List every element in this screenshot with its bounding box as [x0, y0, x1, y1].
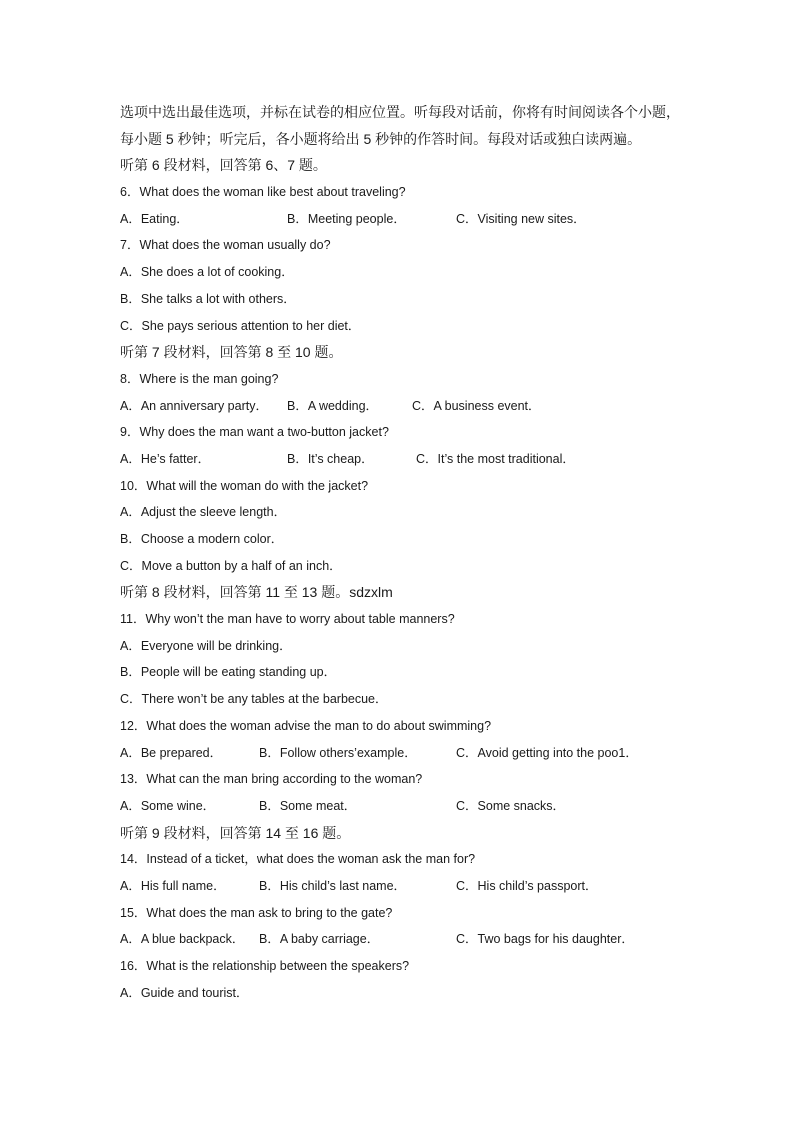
option-a: A．Some wine．: [120, 798, 216, 813]
option-c: C．His child’s passport．: [456, 878, 598, 893]
question-stem: 11．Why won’t the man have to worry about table manners?: [120, 612, 455, 627]
option-c: C．Move a button by a half of an inch．: [120, 558, 342, 573]
option-a: A．Eating．: [120, 211, 189, 226]
options-row: [120, 740, 680, 767]
question-stem: 13．What can the man bring according to the woman?: [120, 772, 423, 787]
option-a: A．Guide and tourist．: [120, 985, 249, 1000]
option-b: B．Follow others’example．: [259, 745, 417, 760]
option-c: C．Avoid getting into the poo1．: [456, 745, 638, 760]
option-c: C．Two bags for his daughter．: [456, 932, 634, 947]
option-b: B．Choose a modern color．: [120, 532, 284, 546]
option-a: A．He’s fatter．: [120, 451, 211, 466]
options-row: [120, 793, 680, 820]
question-stem: 16．What is the relationship between the speakers?: [120, 959, 410, 973]
instruction-line: 每小题 5 秒钟；听完后，各小题将给出 5 秒钟的作答时间。每段对话或独白读两遍。: [120, 130, 642, 147]
listening-section: [120, 99, 680, 1006]
option-b: B．It’s cheap．: [287, 451, 374, 466]
question-stem: 8．Where is the man going?: [120, 371, 279, 386]
option-b: B．A wedding．: [287, 398, 379, 413]
option-a: A．An anniversary party．: [120, 398, 268, 413]
option-a: A．Everyone will be drinking．: [120, 638, 292, 653]
section-heading: 听第 6 段材料，回答第 6、7 题。: [120, 157, 327, 174]
instruction-line: 选项中选出最佳选项，并标在试卷的相应位置。听每段对话前，你将有时间阅读各个小题，: [120, 104, 680, 120]
options-row: [120, 206, 680, 233]
option-c: C．A business event．: [412, 398, 541, 413]
option-a: A．Be prepared．: [120, 745, 223, 760]
option-a: A．She does a lot of cooking．: [120, 265, 294, 280]
options-row: [120, 446, 680, 473]
option-a: A．A blue backpack．: [120, 932, 245, 947]
options-row: [120, 926, 680, 953]
question-stem: 14．Instead of a ticket，what does the woman ask the man for?: [120, 852, 476, 867]
question-stem: 7．What does the woman usually do?: [120, 238, 331, 253]
question-stem: 10．What will the woman do with the jacket?: [120, 478, 369, 493]
option-b: B．People will be eating standing up．: [120, 665, 337, 680]
options-row: [120, 873, 680, 900]
option-c: C．Some snacks．: [456, 798, 566, 813]
option-a: A．His full name．: [120, 878, 226, 893]
option-a: A．Adjust the sleeve length．: [120, 505, 287, 520]
option-b: B．Some meat．: [259, 798, 357, 813]
section-heading: 听第 8 段材料，回答第 11 至 13 题。sdzxlm: [120, 584, 393, 601]
question-stem: 9．Why does the man want a two-button jacket?: [120, 425, 389, 440]
section-heading: 听第 9 段材料，回答第 14 至 16 题。: [120, 824, 351, 841]
question-stem: 15．What does the man ask to bring to the gate?: [120, 905, 393, 920]
option-b: B．She talks a lot with others．: [120, 291, 296, 306]
option-c: C．She pays serious attention to her diet．: [120, 318, 361, 333]
options-row: [120, 393, 680, 420]
option-c: C．There won’t be any tables at the barbecue．: [120, 692, 388, 707]
option-b: B．A baby carriage．: [259, 932, 380, 947]
question-stem: 6．What does the woman like best about traveling?: [120, 185, 406, 200]
option-c: C．It’s the most traditional．: [416, 451, 575, 466]
option-c: C．Visiting new sites．: [456, 211, 586, 226]
option-b: B．Meeting people．: [287, 211, 406, 226]
question-stem: 12．What does the woman advise the man to do about swimming?: [120, 718, 492, 733]
option-b: B．His child’s last name．: [259, 878, 407, 893]
section-heading: 听第 7 段材料，回答第 8 至 10 题。: [120, 344, 343, 361]
